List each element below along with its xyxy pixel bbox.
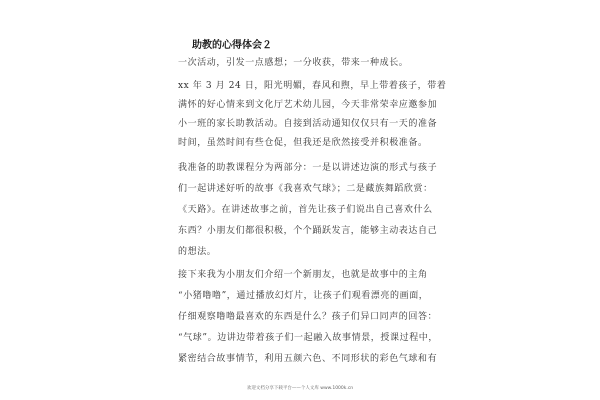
paragraph-line: “气球”。边讲边带着孩子们一起融入故事情景，授课过程中， — [178, 333, 439, 343]
paragraph-line: 小一班的家长助教活动。自接到活动通知仅仅只有一天的准备 — [178, 119, 438, 129]
paragraph-line: 们一起讲述好听的故事《我喜欢气球》；二是藏族舞蹈欣赏： — [178, 184, 433, 194]
paragraph-line: xx 年 3 月 24 日，阳光明媚，春风和煦，早上带着孩子，带着 — [178, 81, 447, 91]
paragraph-line: “小猪噜噜”，通过播放幻灯片，让孩子们观看漂亮的画面， — [178, 291, 429, 301]
page-footer: 欢迎文档分享下载平台——个人文库 www.1000k.cn — [246, 386, 354, 391]
paragraph-line: 一次活动，引发一点感想；一分收获，带来一种成长。 — [178, 58, 409, 68]
paragraph-line: 的想法。 — [178, 247, 217, 257]
paragraph-line: 满怀的好心情来到文化厅艺术幼儿园，今天非常荣幸应邀参加 — [178, 100, 438, 110]
document-title: 助教的心得体会２ — [192, 40, 272, 51]
paragraph-line: 紧密结合故事情节，利用五颜六色、不同形状的彩色气球和有 — [178, 354, 438, 364]
paragraph-line: 仔细观察噜噜最喜欢的东西是什么？孩子们异口同声的回答： — [178, 312, 438, 322]
paragraph-line: 时间，虽然时间有些仓促，但我还是欣然接受并积极准备。 — [178, 138, 428, 148]
paragraph-line: 东西？小朋友们都很积极，个个踊跃发言，能够主动表达自己 — [178, 226, 438, 236]
paragraph-line: 我准备的助教课程分为两部分：一是以讲述边演的形式与孩子 — [178, 163, 438, 173]
paragraph-line: 《天路》。在讲述故事之前，首先让孩子们说出自己喜欢什么 — [178, 205, 433, 215]
paragraph-line: 接下来我为小朋友们介绍一个新朋友，也就是故事中的主角 — [178, 270, 428, 280]
